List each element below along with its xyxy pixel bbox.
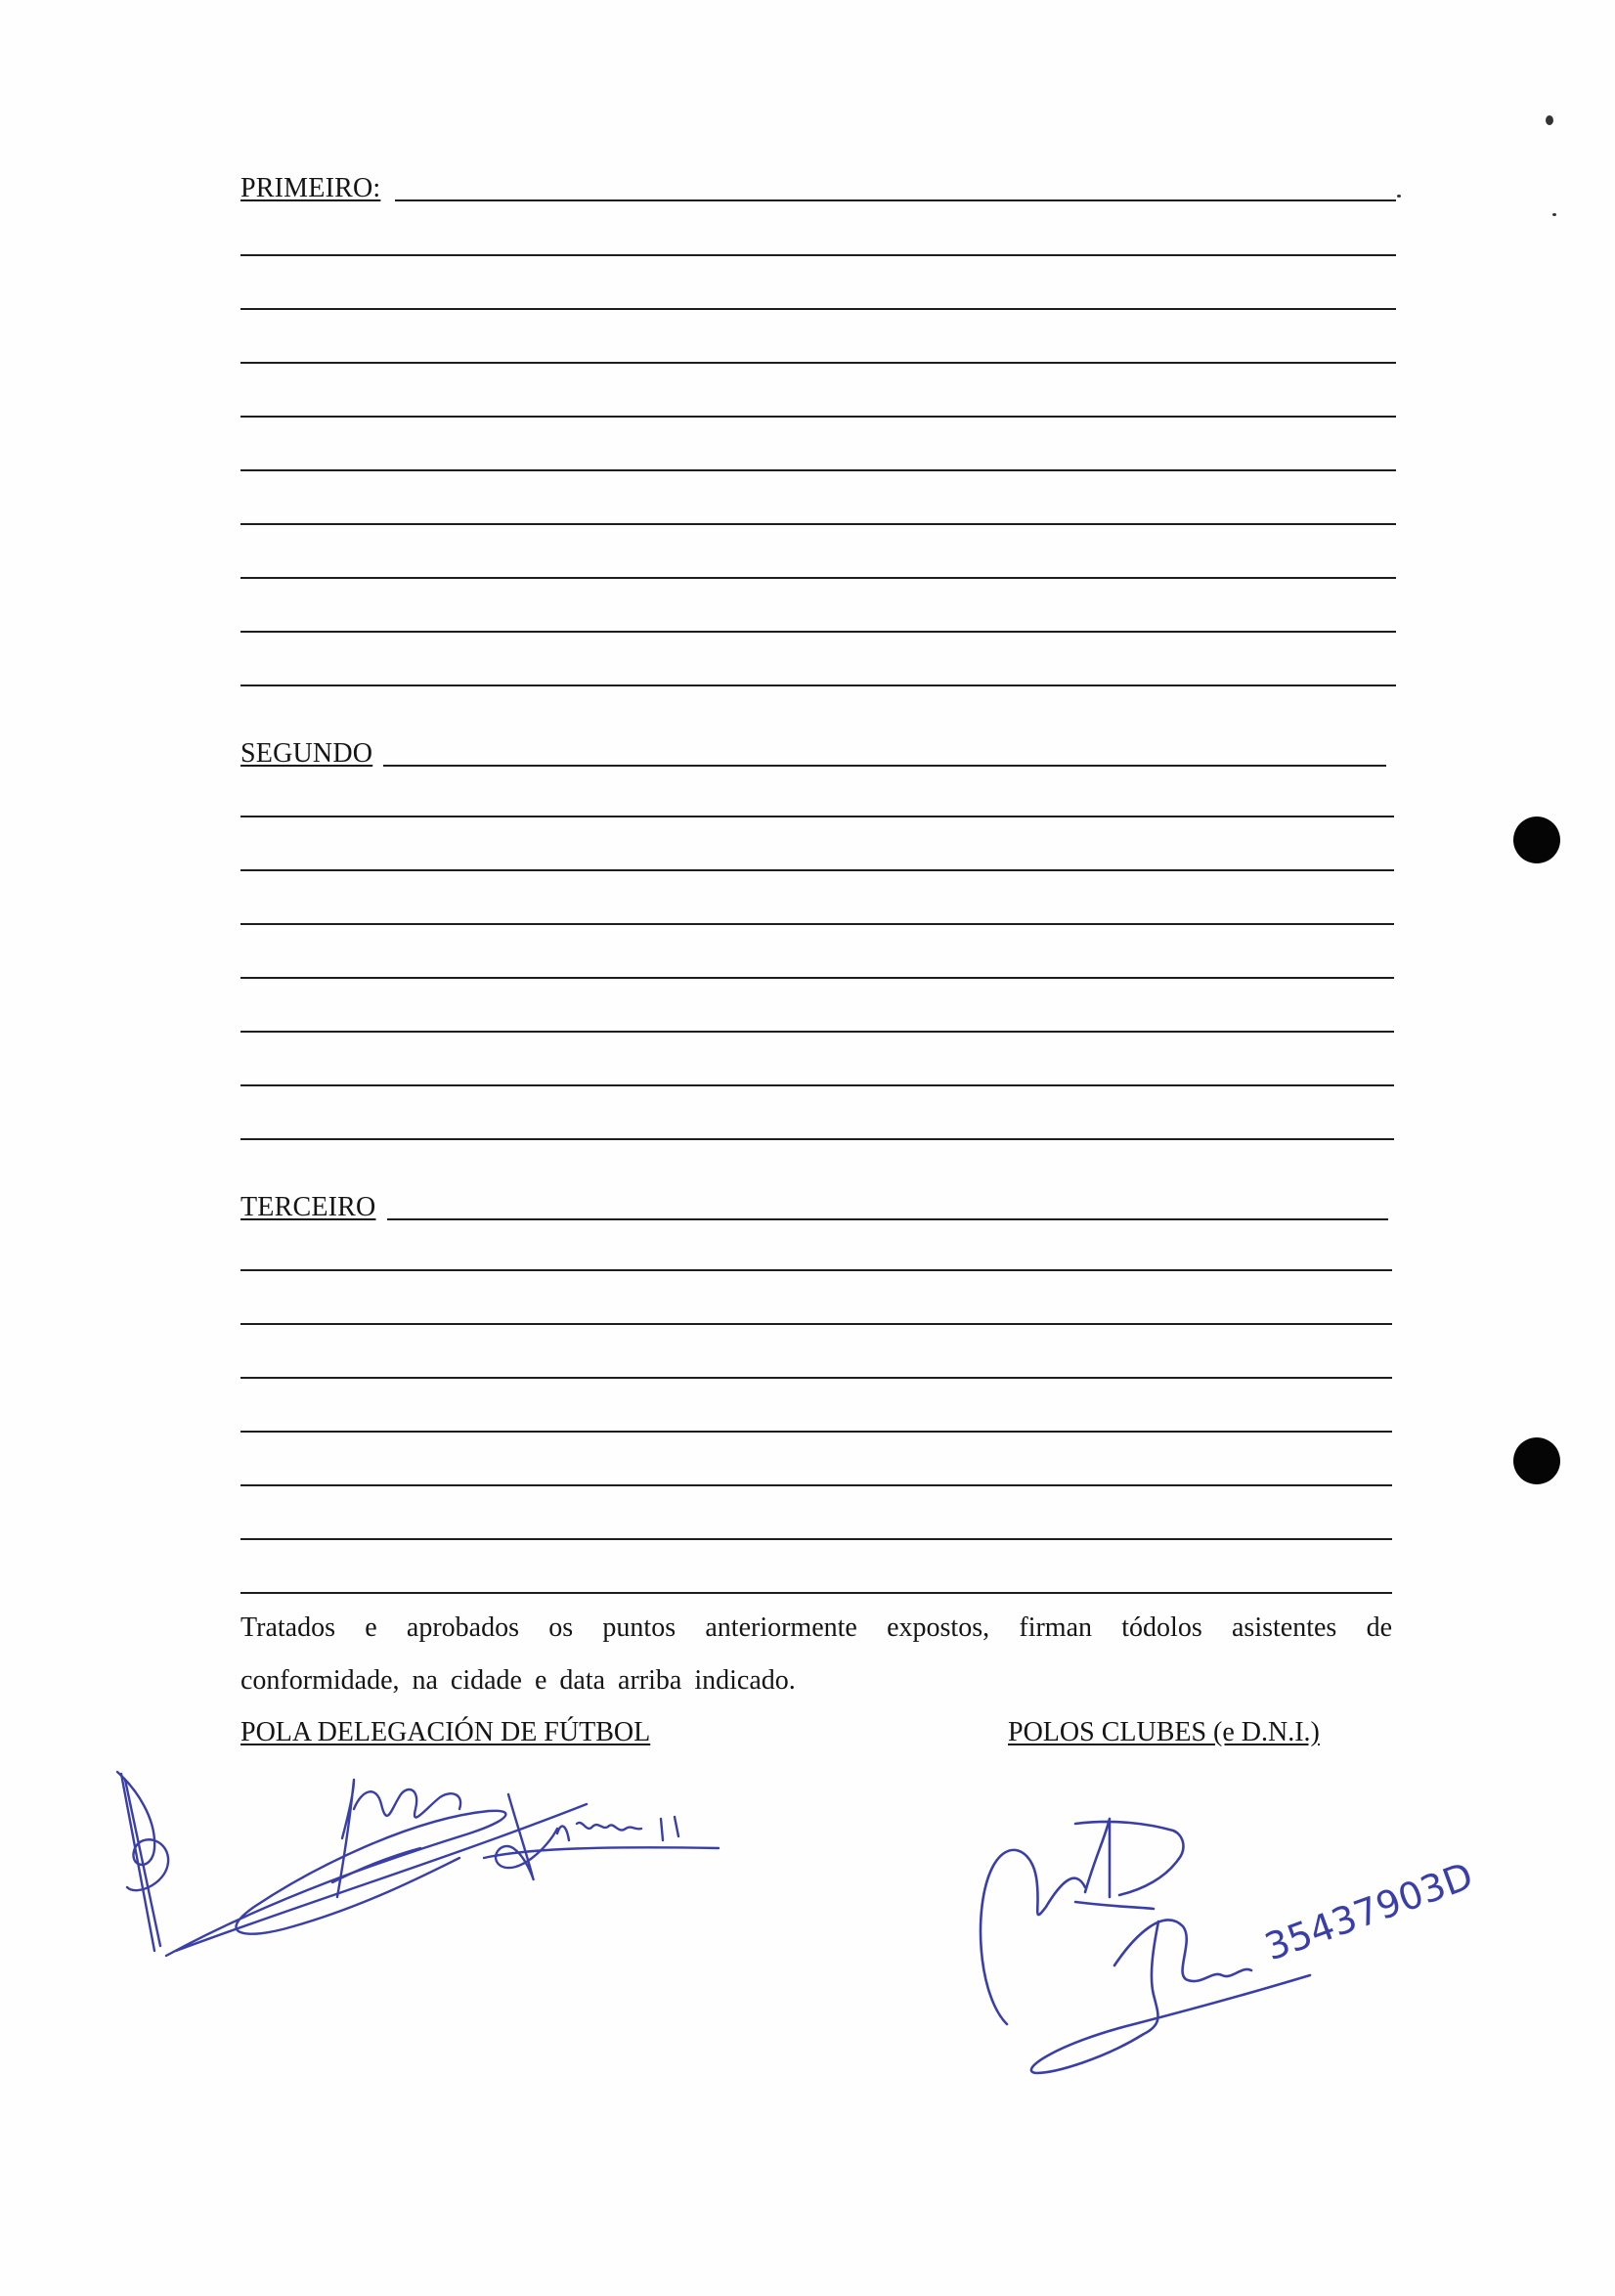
segundo-rule [240,977,1394,979]
speck [1552,213,1556,216]
punch-hole [1513,817,1560,863]
primeiro-rule [240,684,1396,686]
segundo-rule [240,1031,1394,1033]
delegation-heading: POLA DELEGACIÓN DE FÚTBOL [240,1717,651,1747]
speck [1397,195,1401,198]
primeiro-rule [240,362,1396,364]
primeiro-label-line [395,199,1396,201]
terceiro-label-row [240,1185,1388,1224]
segundo-rule [240,1084,1394,1086]
terceiro-rule [240,1538,1392,1540]
primeiro-rule [240,523,1396,525]
terceiro-rule [240,1269,1392,1271]
primeiro-rule [240,577,1396,579]
segundo-rule [240,816,1394,817]
segundo-rule [240,923,1394,925]
punch-hole [1513,1437,1560,1484]
clubs-heading: POLOS CLUBES (e D.N.I.) [1008,1717,1320,1747]
club-dni: 35437903D [1259,1853,1479,1969]
primeiro-label-row [240,166,1396,205]
speck [1546,115,1553,125]
segundo-label-row [240,731,1386,771]
club-signature [938,1780,1535,2102]
segundo-rule [240,869,1394,871]
terceiro-rule [240,1323,1392,1325]
primeiro-rule [240,631,1396,633]
segundo-rule [240,1138,1394,1140]
segundo-label-line [383,765,1386,767]
closing-paragraph: Tratados e aprobados os puntos anteriormente expostos, firman tódolos asistentes de conformidade, na cidade e data arriba indicado. [240,1612,1392,1696]
primeiro-rule [240,469,1396,471]
segundo-label: SEGUNDO [240,738,373,769]
delegation-signature [98,1750,743,1975]
terceiro-label-line [387,1218,1388,1220]
primeiro-label: PRIMEIRO: [240,173,381,203]
terceiro-rule [240,1377,1392,1379]
primeiro-rule [240,308,1396,310]
terceiro-rule [240,1431,1392,1433]
terceiro-rule [240,1484,1392,1486]
terceiro-rule [240,1592,1392,1594]
terceiro-label: TERCEIRO [240,1192,376,1222]
primeiro-rule [240,254,1396,256]
primeiro-rule [240,416,1396,418]
